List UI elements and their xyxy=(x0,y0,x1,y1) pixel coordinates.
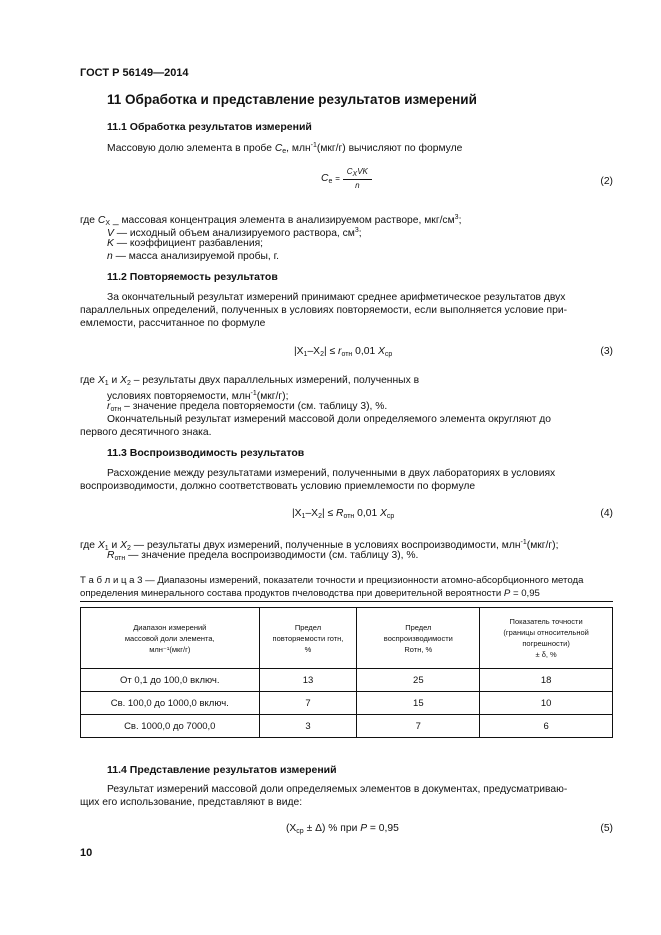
table-cell: Св. 100,0 до 1000,0 включ. xyxy=(81,692,260,715)
s2-para1-line3: емлемости, рассчитанное по формуле xyxy=(80,318,266,329)
s3-where-line2: $R_{отн}$ — значение предела воспроизводимости (см. таблицу 3), %. xyxy=(107,550,419,562)
s3-where-line1: где $X_1$ и $X_2$ — результаты двух измерений, полученные в условиях воспроизводимости, млн$^{-1}$(мкг/г); xyxy=(80,539,559,552)
table-cell: 25 xyxy=(357,669,480,692)
table-header-row xyxy=(81,608,613,669)
s2-para1-line2: параллельных определений, полученных в условиях повторяемости, если выполняется условие при- xyxy=(80,305,568,316)
s1-intro: Массовую долю элемента в пробе $C_e$, млн$^{-1}$(мкг/г) вычисляют по формуле xyxy=(107,142,463,155)
table-cell: От 0,1 до 100,0 включ. xyxy=(81,669,260,692)
where-n: n — масса анализируемой пробы, г. xyxy=(107,251,280,262)
s2-para2-line2: первого десятичного знака. xyxy=(80,427,212,438)
standard-header: ГОСТ Р 56149—2014 xyxy=(80,67,189,79)
subsection-11-3-title: 11.3 Воспроизводимость результатов xyxy=(107,447,305,459)
subsection-11-2-title: 11.2 Повторяемость результатов xyxy=(107,271,278,283)
table-row xyxy=(81,715,613,738)
where-v: V — исходный объем анализируемого раствора, $см^3$; xyxy=(107,227,362,239)
s2-where-line1: где $X_1$ и $X_2$ – результаты двух параллельных измерений, полученных в xyxy=(80,375,420,387)
where-cx: где $C_X$ _ массовая концентрация элемента в анализируемом растворе, мкг/$см^3$; xyxy=(80,214,462,227)
where-k: K — коэффициент разбавления; xyxy=(107,238,264,249)
table-row xyxy=(81,692,613,715)
equation-number-5: (5) xyxy=(600,823,613,834)
s2-para2-line1: Окончательный результат измерений массовой доли определяемого элемента округляют до xyxy=(107,414,552,425)
table-top-rule xyxy=(80,601,613,602)
table-caption-line1: Т а б л и ц а 3 — Диапазоны измерений, показатели точности и прецизионности атомно-абсорбционного метода xyxy=(80,575,584,586)
table-caption-line2: определения минерального состава продуктов пчеловодства при доверительной вероятности P = 0,95 xyxy=(80,588,540,599)
equation-number-2: (2) xyxy=(600,176,613,187)
s3-para1-line2: воспроизводимости, должно соответствовать условию приемлемости по формуле xyxy=(80,481,476,492)
s3-para1-line1: Расхождение между результатами измерений, полученными в двух лабораториях в условиях xyxy=(107,468,556,479)
equation-number-4: (4) xyxy=(600,508,613,519)
formula-2: $C_e$ = $\frac{C_XVK}{n}$ xyxy=(321,167,372,190)
s2-where-line3: $r_{отн}$ – значение предела повторяемости (см. таблицу 3), %. xyxy=(107,401,388,413)
table-cell: Св. 1000,0 до 7000,0 xyxy=(81,715,260,738)
table-cell: 7 xyxy=(259,692,357,715)
table-cell: 7 xyxy=(357,715,480,738)
table-cell: 10 xyxy=(480,692,613,715)
section-title: 11 Обработка и представление результатов измерений xyxy=(107,92,477,107)
s4-para1-line2: щих его использование, представляют в виде: xyxy=(80,797,303,808)
s2-para1-line1: За окончательный результат измерений принимают среднее арифметическое результатов двух xyxy=(107,292,566,303)
subsection-11-4-title: 11.4 Представление результатов измерений xyxy=(107,764,337,776)
table-cell: 13 xyxy=(259,669,357,692)
s2-where-line2: условиях повторяемости, млн$^{-1}$(мкг/г); xyxy=(107,390,289,402)
s4-para1-line1: Результат измерений массовой доли определяемых элементов в документах, предусматриваю- xyxy=(107,784,568,795)
header-range: Диапазон измерений массовой доли элемента, млн⁻¹(мкг/г) xyxy=(81,608,260,669)
table-cell: 3 xyxy=(259,715,357,738)
formula-2-fraction: $\frac{C_XVK}{n}$ xyxy=(343,167,372,190)
table-cell: 18 xyxy=(480,669,613,692)
formula-3: $|X_1-X_2| \le r_{отн}$ 0,01 $X_{ср}$ xyxy=(294,346,393,358)
table-3 xyxy=(80,607,613,738)
table-row xyxy=(81,669,613,692)
formula-5: $(X_{ср} \pm \Delta)$ % при P = 0,95 xyxy=(286,823,399,835)
header-reproducibility: Предел воспроизводимости Rотн, % xyxy=(357,608,480,669)
header-repeatability: Предел повторяемости rотн, % xyxy=(259,608,357,669)
formula-4: $|X_1-X_2| \le R_{отн}$ 0,01 $X_{ср}$ xyxy=(292,508,395,520)
subsection-11-1-title: 11.1 Обработка результатов измерений xyxy=(107,121,312,133)
header-accuracy: Показатель точности (границы относительной погрешности) ± δ, % xyxy=(480,608,613,669)
table-cell: 6 xyxy=(480,715,613,738)
equation-number-3: (3) xyxy=(600,346,613,357)
table-cell: 15 xyxy=(357,692,480,715)
page-number: 10 xyxy=(80,847,93,859)
